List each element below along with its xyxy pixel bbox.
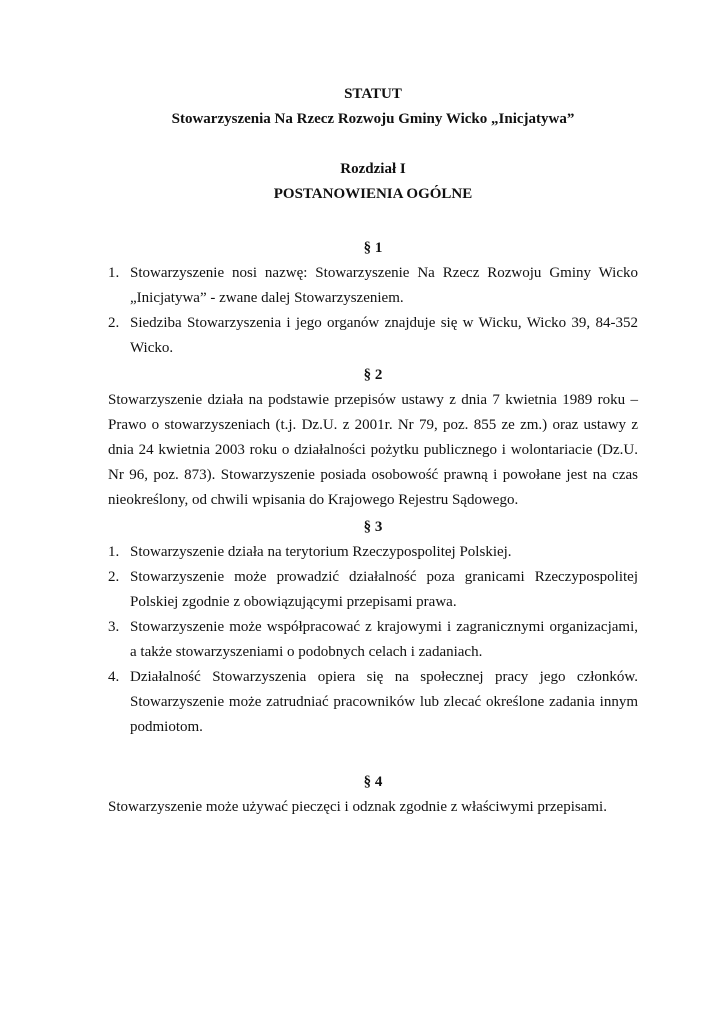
list-item-text: Stowarzyszenie może prowadzić działalność poza granicami Rzeczypospolitej Polskiej zgodnie z obowiązującymi przepisami prawa. [130, 569, 638, 610]
list-item [108, 615, 638, 665]
section-2-paragraph: Stowarzyszenie działa na podstawie przepisów ustawy z dnia 7 kwietnia 1989 roku – Prawo o stowarzyszeniach (t.j. Dz.U. z 2001r. Nr 79, poz. 855 ze zm.) oraz ustawy z dnia 24 kwietnia 2003 roku o działalności pożytku publicznego i wolontariacie (Dz.U. Nr 96, poz. 873). Stowarzyszenie posiada osobowość prawną i powołane jest na czas nieokreślony, od chwili wpisania do Krajowego Rejestru Sądowego. [108, 392, 638, 508]
section-4-paragraph: Stowarzyszenie może używać pieczęci i odznak zgodnie z właściwymi przepisami. [108, 799, 607, 815]
section-4-heading: § 4 [363, 774, 383, 790]
list-item-number: 2. [108, 315, 120, 331]
section-2-heading: § 2 [363, 367, 383, 383]
list-item-text: Stowarzyszenie może współpracować z krajowymi i zagranicznymi organizacjami, a także stowarzyszeniami o podobnych celach i zadaniach. [130, 619, 638, 660]
section-1-list [108, 261, 638, 361]
chapter-label: Rozdział I [340, 161, 406, 177]
list-item [108, 540, 638, 565]
list-item [108, 665, 638, 740]
list-item-number: 1. [108, 544, 120, 560]
list-item [108, 565, 638, 615]
section-3-heading: § 3 [363, 519, 383, 535]
list-item-number: 1. [108, 265, 120, 281]
document-subtitle: Stowarzyszenia Na Rzecz Rozwoju Gminy Wicko „Inicjatywa” [171, 111, 575, 127]
list-item-text: Siedziba Stowarzyszenia i jego organów znajduje się w Wicku, Wicko 39, 84-352 Wicko. [130, 315, 638, 356]
list-item-text: Stowarzyszenie nosi nazwę: Stowarzyszenie Na Rzecz Rozwoju Gminy Wicko „Inicjatywa” - zwane dalej Stowarzyszeniem. [130, 265, 638, 306]
list-item-text: Stowarzyszenie działa na terytorium Rzeczypospolitej Polskiej. [130, 544, 512, 560]
section-1-heading: § 1 [363, 240, 383, 256]
section-3-list [108, 540, 638, 740]
document-title: STATUT [344, 86, 402, 102]
list-item-text: Działalność Stowarzyszenia opiera się na społecznej pracy jego członków. Stowarzyszenie może zatrudniać pracowników lub zlecać określone zadania innym podmiotom. [130, 669, 638, 735]
list-item-number: 3. [108, 619, 120, 635]
list-item-number: 2. [108, 569, 120, 585]
chapter-heading: POSTANOWIENIA OGÓLNE [273, 186, 473, 202]
list-item-number: 4. [108, 669, 120, 685]
list-item [108, 261, 638, 311]
document-page [108, 82, 638, 820]
list-item [108, 311, 638, 361]
